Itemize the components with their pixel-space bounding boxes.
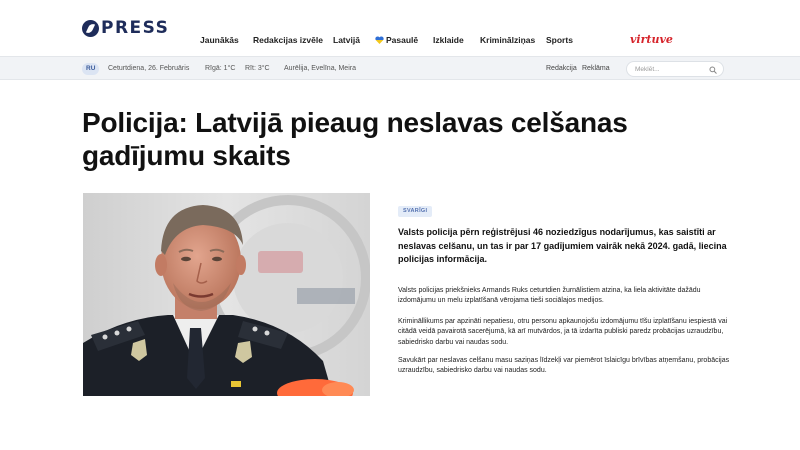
article-paragraph: Krimināllikums par apzināti nepatiesu, otru personu apkaunojošu izdomājumu tīšu izplatīšanu iespiestā vai citādā veidā pavairotā sacerējumā, kā arī mutvārdos, ja tā izdarīta publiski paredz probācijas uzraudzību, sabiedrisko darbu vai naudas sodu. bbox=[398, 318, 728, 346]
site-header bbox=[0, 0, 800, 56]
article-headline: Policija: Latvijā pieaug neslavas celšanas gadījumu skaits bbox=[82, 107, 628, 171]
link-redakcija[interactable]: Redakcija bbox=[546, 65, 577, 72]
logo-text: PRESS bbox=[101, 18, 170, 38]
language-switch-ru[interactable]: RU bbox=[82, 63, 99, 75]
article-tag[interactable]: SVARĪGI bbox=[398, 206, 432, 217]
nav-item-kriminalzinas[interactable]: Kriminālziņas bbox=[480, 35, 536, 45]
nav-item-jaunakas[interactable]: Jaunākās bbox=[200, 35, 239, 45]
police-officer-photo bbox=[83, 193, 370, 396]
site-logo[interactable] bbox=[82, 18, 169, 38]
nav-item-redakcijas-izvele[interactable]: Redakcijas izvēle bbox=[253, 35, 323, 45]
current-date: Ceturtdiena, 26. Februāris bbox=[108, 65, 190, 72]
virtuve-brand-link[interactable]: virtuve bbox=[630, 33, 673, 46]
article-paragraph: Valsts policijas priekšnieks Armands Ruks ceturtdien žurnālistiem atzina, ka liela aktivitāte dažādu izdomājumu un melu izplatīšanā vērojama tieši sociālajos medijos. bbox=[398, 287, 701, 305]
info-bar bbox=[0, 56, 800, 80]
article-paragraph: Savukārt par neslavas celšanu masu saziņas līdzekļi var piemērot īslaicīgu brīvības atņemšanu, probācijas uzraudzību, sabiedrisko darbu vai naudas sodu. bbox=[398, 357, 730, 375]
article-lead: Valsts policija pērn reģistrējusi 46 noziedzīgus nodarījumus, kas saistīti ar neslavas celšanu, un tas ir par 17 gadījumiem vairāk nekā 2024. gadā, liecina policijas informācija. bbox=[398, 227, 727, 264]
link-reklama[interactable]: Reklāma bbox=[582, 65, 610, 72]
name-days: Aurēlija, Evelīna, Meira bbox=[284, 65, 356, 72]
search-box[interactable] bbox=[626, 61, 724, 77]
weather-tomorrow: Rīt: 3°C bbox=[245, 65, 270, 72]
nav-item-sports[interactable]: Sports bbox=[546, 35, 573, 45]
search-icon[interactable] bbox=[709, 66, 717, 74]
nav-item-izklaide[interactable]: Izklaide bbox=[433, 35, 464, 45]
nav-item-pasaule-label: Pasaulē bbox=[386, 35, 419, 45]
nav-item-pasaule[interactable] bbox=[375, 33, 418, 47]
weather-riga: Rīgā: 1°C bbox=[205, 65, 236, 72]
search-input[interactable] bbox=[635, 64, 707, 75]
logo-quill-icon bbox=[82, 20, 99, 37]
ukraine-heart-icon bbox=[375, 36, 384, 44]
nav-item-latvija[interactable]: Latvijā bbox=[333, 35, 360, 45]
article-photo bbox=[83, 193, 370, 396]
